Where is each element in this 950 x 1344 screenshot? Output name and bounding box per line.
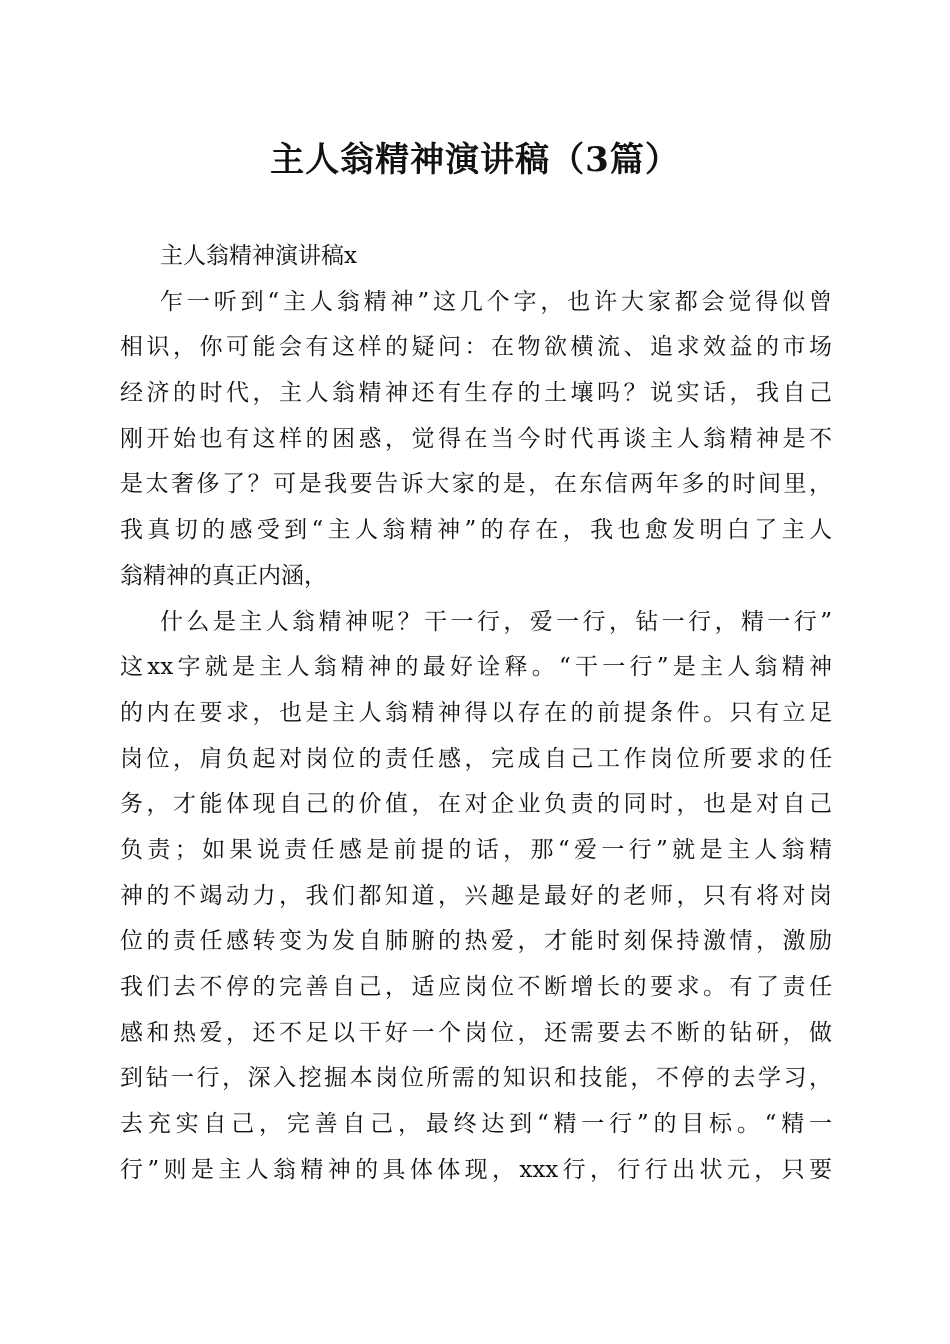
subtitle-line: 主人翁精神演讲稿x bbox=[160, 243, 357, 269]
document-body bbox=[120, 234, 832, 1193]
text-line: 负责；如果说责任感是前提的话，那“爱一行”就是主人翁精 bbox=[120, 836, 832, 863]
text-line: 务，才能体现自己的价值，在对企业负责的同时，也是对自己 bbox=[120, 791, 832, 818]
text-line: 我真切的感受到“主人翁精神”的存在，我也愈发明白了主人 bbox=[120, 517, 832, 544]
document-title: 主人翁精神演讲稿（3篇） bbox=[270, 140, 680, 180]
text-line: 是太奢侈了？可是我要告诉大家的是，在东信两年多的时间里， bbox=[120, 471, 832, 498]
text-line: 这xx字就是主人翁精神的最好诠释。“干一行”是主人翁精神 bbox=[120, 654, 832, 681]
text-line: 感和热爱，还不足以干好一个岗位，还需要去不断的钻研，做 bbox=[120, 1019, 832, 1046]
text-line: 位的责任感转变为发自肺腑的热爱，才能时刻保持激情，激励 bbox=[120, 928, 832, 955]
text-line: 到钻一行，深入挖掘本岗位所需的知识和技能，不停的去学习， bbox=[120, 1065, 832, 1092]
text-line: 神的不竭动力，我们都知道，兴趣是最好的老师，只有将对岗 bbox=[120, 882, 832, 909]
text-line: 我们去不停的完善自己，适应岗位不断增长的要求。有了责任 bbox=[120, 974, 832, 1000]
text-line: 行”则是主人翁精神的具体体现，xxx行，行行出状元，只要 bbox=[120, 1156, 832, 1183]
text-line: 翁精神的真正内涵， bbox=[120, 562, 327, 589]
text-line: 去充实自己，完善自己，最终达到“精一行”的目标。“精一 bbox=[120, 1111, 832, 1138]
text-line: 经济的时代，主人翁精神还有生存的土壤吗？说实话，我自己 bbox=[120, 380, 832, 407]
text-line: 相识，你可能会有这样的疑问：在物欲横流、追求效益的市场 bbox=[120, 334, 832, 361]
text-line: 岗位，肩负起对岗位的责任感，完成自己工作岗位所要求的任 bbox=[120, 745, 832, 772]
text-line: 乍一听到“主人翁精神”这几个字，也许大家都会觉得似曾 bbox=[160, 288, 832, 315]
text-line: 刚开始也有这样的困惑，觉得在当今时代再谈主人翁精神是不 bbox=[120, 425, 832, 452]
text-line: 什么是主人翁精神呢？干一行，爱一行，钻一行，精一行” bbox=[160, 608, 832, 635]
text-line: 的内在要求，也是主人翁精神得以存在的前提条件。只有立足 bbox=[120, 699, 832, 726]
